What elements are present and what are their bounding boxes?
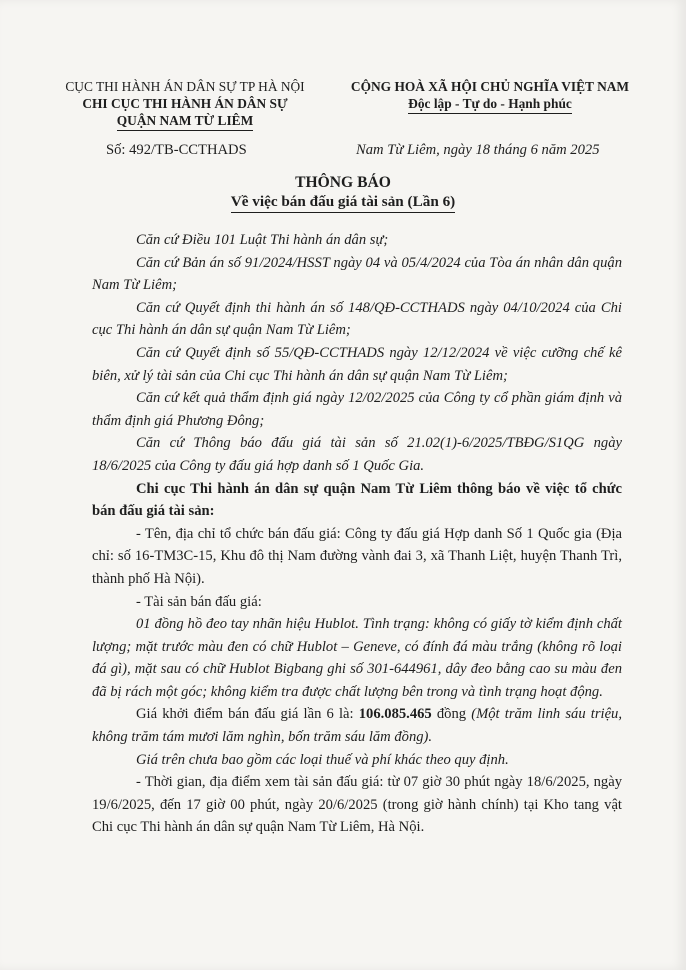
national-title: CỘNG HOÀ XÃ HỘI CHỦ NGHĨA VIỆT NAM [350,79,630,94]
basis-1: Căn cứ Điều 101 Luật Thi hành án dân sự; [136,232,389,248]
doc-title: THÔNG BÁO [295,174,391,191]
basis-3: Căn cứ Quyết định thi hành án số 148/QĐ-CCTHADS ngày 04/10/2024 của Chi cục Thi hành án dân sự quận Nam Từ Liêm; [92,299,622,339]
issuer-header [50,78,320,131]
organizer-info: - Tên, địa chỉ tổ chức bán đấu giá: Công ty đấu giá Hợp danh Số 1 Quốc gia (Địa chỉ: số 16-TM3C-15, Khu đô thị Nam đường vành đai 3, xã Thanh Liệt, huyện Thanh Trì, thành phố Hà Nội). [92,525,622,587]
announcement: Chi cục Thi hành án dân sự quận Nam Từ Liêm thông báo về việc tổ chức bán đấu giá tài sản: [92,480,622,520]
price-prefix: Giá khởi điểm bán đấu giá lần 6 là: [136,706,359,723]
issuer-name: CHI CỤC THI HÀNH ÁN DÂN SỰ [82,96,288,111]
basis-4: Căn cứ Quyết định số 55/QĐ-CCTHADS ngày 12/12/2024 về việc cưỡng chế kê biên, xử lý tài sản của Chi cục Thi hành án dân sự quận Nam Từ Liêm; [92,344,622,384]
doc-number: Số: 492/TB-CCTHADS [106,142,247,158]
starting-price [92,703,622,748]
national-motto: Độc lập - Tự do - Hạnh phúc [408,95,572,114]
viewing-info: - Thời gian, địa điểm xem tài sản đấu giá: từ 07 giờ 30 phút ngày 18/6/2025, ngày 19/6/2025, đến 17 giờ 00 phút, ngày 20/6/2025 (trong giờ hành chính) tại Kho tang vật Chi cục Thi hành án dân sự quận Nam Từ Liêm, Hà Nội. [92,774,622,836]
asset-label: - Tài sản bán đấu giá: [136,593,262,610]
price-words: (Một trăm linh sáu triệu, không trăm tám mươi lăm nghìn, bốn trăm sáu lăm đồng). [92,706,622,746]
national-header [340,78,640,114]
tax-note: Giá trên chưa bao gồm các loại thuế và phí khác theo quy định. [136,751,509,768]
doc-body [92,229,622,839]
basis-6: Căn cứ Thông báo đấu giá tài sản số 21.02(1)-6/2025/TBĐG/S1QG ngày 18/6/2025 của Công ty đấu giá hợp danh số 1 Quốc Gia. [92,435,622,474]
basis-2: Căn cứ Bản án số 91/2024/HSST ngày 04 và 05/4/2024 của Tòa án nhân dân quận Nam Từ Liêm; [92,254,622,294]
issuer-district: QUẬN NAM TỪ LIÊM [117,112,254,131]
price-value: 106.085.465 [358,706,432,723]
basis-5: Căn cứ kết quả thẩm định giá ngày 12/02/2025 của Công ty cổ phần giám định và thẩm định giá Phương Đông; [92,390,622,429]
asset-description: 01 đồng hồ đeo tay nhãn hiệu Hublot. Tình trạng: không có giấy tờ kiểm định chất lượng; mặt trước màu đen có chữ Hublot – Geneve, có đính đá màu trắng (không rõ loại đá gì), mặt sau có chữ Hublot Bigbang ghi số 301-644961, dây đeo bằng cao su màu đen đã bị rách một góc; không kiểm tra được chất lượng bên trong và tình trạng hoạt động. [92,616,622,700]
issuer-parent: CỤC THI HÀNH ÁN DÂN SỰ TP HÀ NỘI [65,79,305,94]
place-date: Nam Từ Liêm, ngày 18 tháng 6 năm 2025 [356,142,600,158]
doc-subtitle: Về việc bán đấu giá tài sản (Lần 6) [231,193,455,213]
price-unit: đồng [431,706,472,723]
